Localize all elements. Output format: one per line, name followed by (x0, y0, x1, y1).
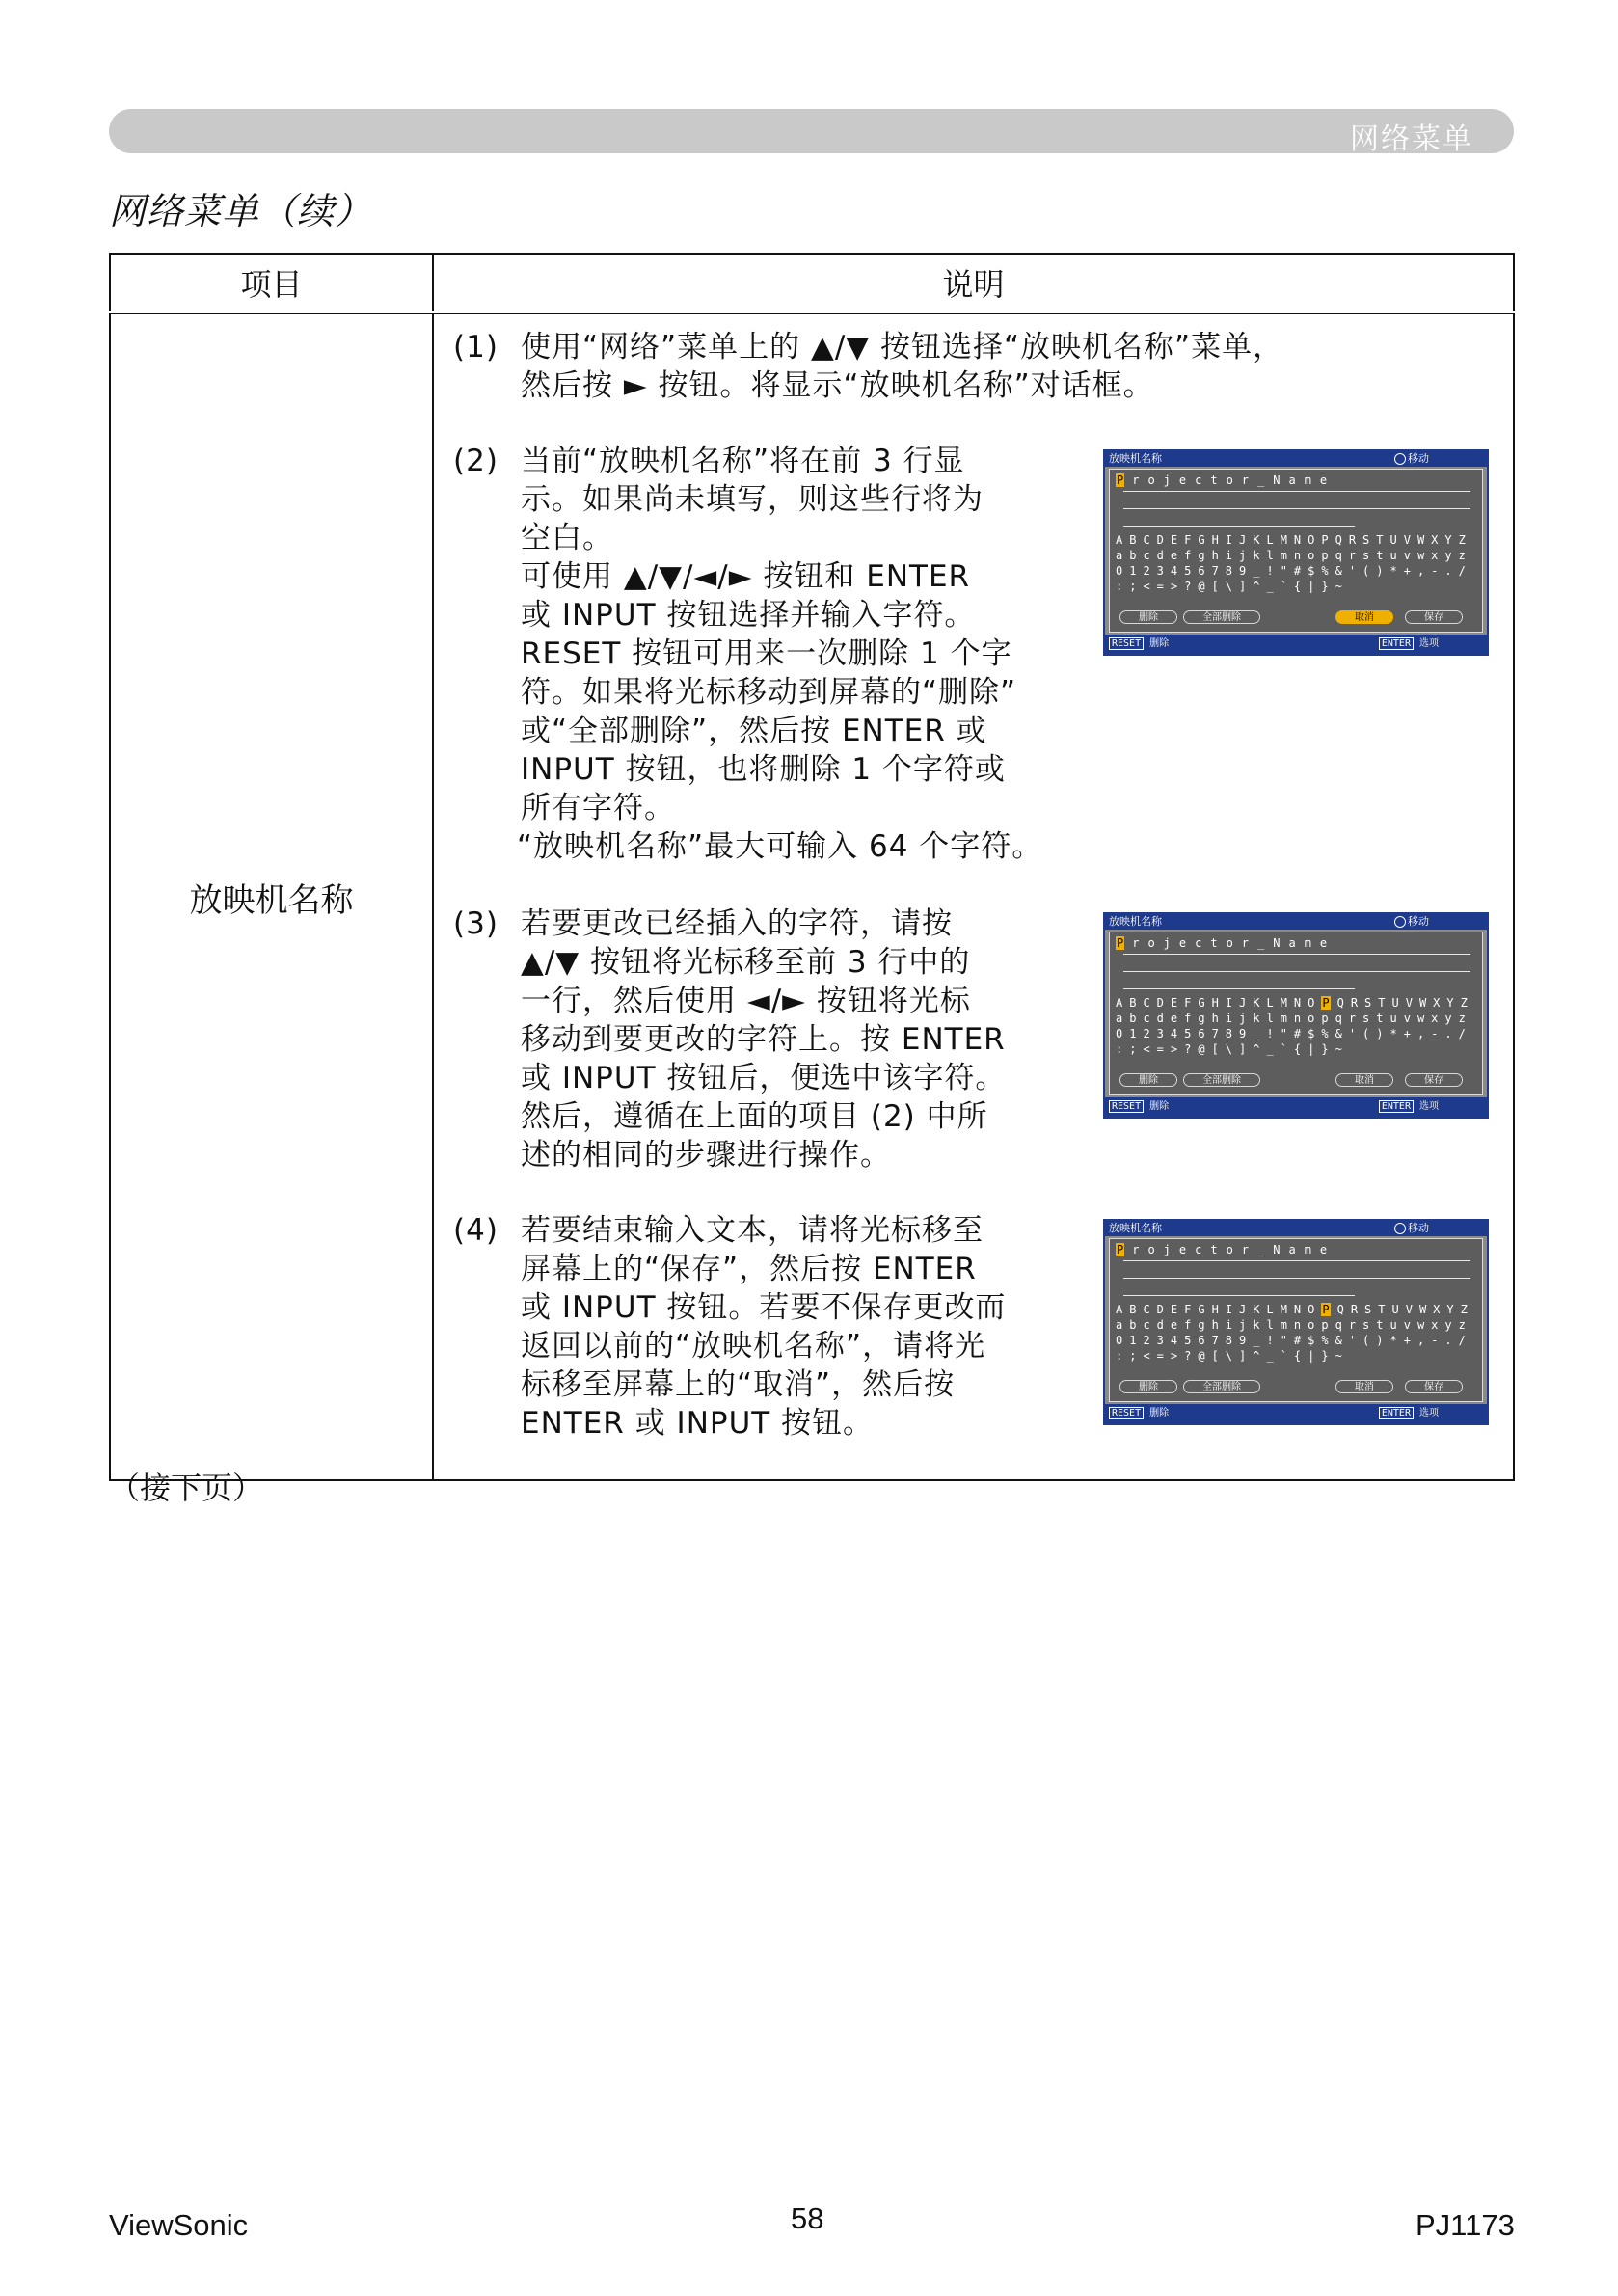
save-button[interactable]: 保存 (1405, 610, 1463, 624)
step-line: 移动到要更改的字符上。按 ENTER (521, 1022, 1006, 1057)
step-line: 然后，遵循在上面的项目 (2) 中所 (521, 1099, 988, 1134)
step-line: 或 INPUT 按钮选择并输入字符。 (521, 598, 976, 633)
column-header-item: 项目 (110, 254, 433, 312)
footer-model: PJ1173 (1416, 2208, 1515, 2242)
entry-line-2 (1123, 971, 1470, 972)
column-header-description: 说明 (433, 254, 1514, 312)
delete-button[interactable]: 删除 (1119, 1380, 1177, 1393)
selected-char: P (1322, 1303, 1330, 1316)
projector-name-dialog-step4 (1103, 1219, 1489, 1425)
entry-line-1 (1123, 1260, 1470, 1261)
char-row-symbols[interactable]: :;<=>?@[\]^_`{|}~ (1116, 580, 1349, 593)
char-row-upper[interactable]: ABCDEFGHIJKLMNOP QRSTUVWXYZ (1116, 1303, 1474, 1316)
step-line: 若要更改已经插入的字符，请按 (521, 906, 953, 941)
step-line: 或 INPUT 按钮后，便选中该字符。 (521, 1061, 1007, 1095)
description-cell (433, 312, 1514, 1480)
selected-char: P (1322, 996, 1330, 1010)
move-icon (1394, 1223, 1406, 1234)
dialog-title: 放映机名称 (1109, 1222, 1162, 1234)
item-name-cell: 放映机名称 (110, 312, 433, 1480)
text-cursor: P (1117, 936, 1124, 950)
name-entry-line: P rojector_Name (1117, 936, 1336, 950)
char-row-lower[interactable]: abcdefghijklmnopqrstuvwxyz (1116, 549, 1472, 562)
move-hint: 移动 (1394, 451, 1429, 467)
char-row-upper[interactable]: ABCDEFGHIJKLMNOP QRSTUVWXYZ (1116, 996, 1474, 1010)
char-row-lower[interactable]: abcdefghijklmnopqrstuvwxyz (1116, 1012, 1472, 1025)
entry-line-1 (1123, 954, 1470, 955)
step-line: 一行，然后使用 ◄/► 按钮将光标 (521, 984, 971, 1018)
enter-key: ENTER (1379, 1100, 1414, 1113)
dialog-title-bar (1105, 451, 1487, 467)
enter-key: ENTER (1379, 637, 1414, 650)
step-line: INPUT 按钮，也将删除 1 个字符或 (521, 752, 1006, 787)
save-button[interactable]: 保存 (1405, 1380, 1463, 1393)
step-line: 示。如果尚未填写，则这些行将为 (521, 482, 984, 517)
step-line: ENTER 或 INPUT 按钮。 (521, 1406, 875, 1441)
char-row-digits[interactable]: 0123456789_!"#$%&'()*+,-./ (1116, 1027, 1472, 1040)
reset-key: RESET (1109, 637, 1144, 650)
dialog-panel (1109, 932, 1483, 1095)
projector-name-dialog-step2 (1103, 449, 1489, 656)
dialog-buttons (1116, 1073, 1476, 1089)
move-hint: 移动 (1394, 914, 1429, 930)
delete-all-button[interactable]: 全部删除 (1183, 1380, 1260, 1393)
text-cursor: P (1117, 473, 1124, 487)
step-line: 符。如果将光标移动到屏幕的“删除” (521, 675, 1017, 710)
dialog-panel (1109, 469, 1483, 633)
settings-table (109, 253, 1515, 1481)
step-line: 返回以前的“放映机名称”，请将光 (521, 1329, 986, 1364)
text-cursor: P (1117, 1243, 1124, 1256)
save-button[interactable]: 保存 (1405, 1073, 1463, 1087)
entry-line-3 (1123, 1295, 1355, 1296)
char-row-lower[interactable]: abcdefghijklmnopqrstuvwxyz (1116, 1318, 1472, 1332)
projector-name-dialog-step3 (1103, 912, 1489, 1119)
entry-line-2 (1123, 1278, 1470, 1279)
char-row-symbols[interactable]: :;<=>?@[\]^_`{|}~ (1116, 1349, 1349, 1363)
step-line: 屏幕上的“保存”，然后按 ENTER (521, 1252, 977, 1286)
entry-line-1 (1123, 491, 1470, 492)
step-line: 可使用 ▲/▼/◄/► 按钮和 ENTER (521, 559, 971, 594)
name-entry-line: P rojector_Name (1117, 473, 1336, 487)
header-section-label: 网络菜单 (1350, 122, 1473, 156)
name-entry-line: P rojector_Name (1117, 1243, 1336, 1256)
entry-line-3 (1123, 526, 1355, 527)
step-line: “放映机名称”最大可输入 64 个字符。 (517, 829, 1043, 864)
step-line: 标移至屏幕上的“取消”，然后按 (521, 1367, 956, 1402)
move-icon (1394, 916, 1406, 928)
step-line: 述的相同的步骤进行操作。 (521, 1138, 891, 1173)
step-line: 空白。 (521, 521, 613, 555)
step-line: 当前“放映机名称”将在前 3 行显 (521, 444, 965, 478)
header-bar (109, 109, 1514, 156)
step-number: (1) (453, 330, 499, 365)
dialog-title: 放映机名称 (1109, 915, 1162, 928)
dialog-panel (1109, 1238, 1483, 1402)
cancel-button[interactable]: 取消 (1335, 1380, 1393, 1393)
dialog-buttons (1116, 610, 1476, 626)
reset-key: RESET (1109, 1100, 1144, 1113)
step-line: 然后按 ► 按钮。将显示“放映机名称”对话框。 (521, 368, 1154, 403)
entry-line-2 (1123, 508, 1470, 509)
step-line: ▲/▼ 按钮将光标移至前 3 行中的 (521, 945, 971, 980)
step-number: (3) (453, 906, 499, 941)
dialog-footer: RESET 删除 ENTER 选项 (1105, 1097, 1487, 1117)
cancel-button[interactable]: 取消 (1335, 610, 1393, 624)
move-icon (1394, 453, 1406, 465)
dialog-title: 放映机名称 (1109, 452, 1162, 465)
step-line: 使用“网络”菜单上的 ▲/▼ 按钮选择“放映机名称”菜单， (521, 330, 1284, 365)
char-row-digits[interactable]: 0123456789_!"#$%&'()*+,-./ (1116, 1334, 1472, 1347)
dialog-buttons (1116, 1380, 1476, 1395)
delete-button[interactable]: 删除 (1119, 1073, 1177, 1087)
step-line: RESET 按钮可用来一次删除 1 个字 (521, 636, 1012, 671)
delete-all-button[interactable]: 全部删除 (1183, 1073, 1260, 1087)
page-title: 网络菜单（续） (109, 190, 373, 232)
step-number: (4) (453, 1213, 499, 1248)
move-hint: 移动 (1394, 1221, 1429, 1236)
entry-line-3 (1123, 988, 1355, 989)
char-row-symbols[interactable]: :;<=>?@[\]^_`{|}~ (1116, 1042, 1349, 1056)
char-row-upper[interactable]: ABCDEFGHIJKLMNOPQRSTUVWXYZ (1116, 533, 1472, 547)
step-line: 若要结束输入文本，请将光标移至 (521, 1213, 984, 1248)
delete-all-button[interactable]: 全部删除 (1183, 610, 1260, 624)
step-line: 或“全部删除”，然后按 ENTER 或 (521, 714, 987, 748)
footer-brand: ViewSonic (109, 2208, 249, 2242)
dialog-footer: RESET 删除 ENTER 选项 (1105, 635, 1487, 654)
cancel-button[interactable]: 取消 (1335, 1073, 1393, 1087)
reset-key: RESET (1109, 1407, 1144, 1419)
step-number: (2) (453, 444, 499, 478)
char-row-digits[interactable]: 0123456789_!"#$%&'()*+,-./ (1116, 564, 1472, 578)
continued-note: （接下页） (109, 1470, 264, 1506)
delete-button[interactable]: 删除 (1119, 610, 1177, 624)
page-number: 58 (791, 2201, 824, 2235)
step-line: 所有字符。 (521, 791, 675, 825)
dialog-footer: RESET 删除 ENTER 选项 (1105, 1404, 1487, 1423)
dialog-title-bar (1105, 1221, 1487, 1236)
dialog-title-bar (1105, 914, 1487, 930)
enter-key: ENTER (1379, 1407, 1414, 1419)
step-line: 或 INPUT 按钮。若要不保存更改而 (521, 1290, 1007, 1325)
